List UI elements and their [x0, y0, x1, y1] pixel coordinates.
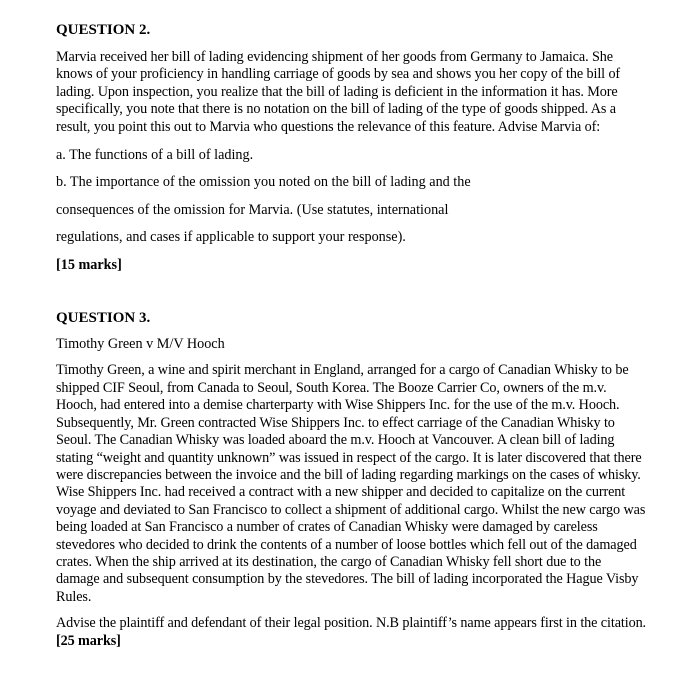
question-2-intro: Marvia received her bill of lading evidencing shipment of her goods from Germany to Jamaica. She knows of your proficiency in handling carriage of goods by sea and shows you her copy of the bill of lading. Upon inspection, you realize that the bill of lading is deficient in the information it has. More specifically, you note that there is no notation on the bill of lading of the type of goods shipped. As a result, you point this out to Marvia who questions the relevance of this feature. Advise Marvia of: [56, 49, 621, 135]
question-3-heading: QUESTION 3. [56, 310, 151, 327]
exam-page [56, 20, 646, 650]
question-3-body: Timothy Green, a wine and spirit merchant in England, arranged for a cargo of Canadian Whisky to be shipped CIF Seoul, from Canada to Seoul, South Korea. The Booze Carrier Co, owners of the m.v. Hooch, had entered into a demise charterparty with Wise Shippers Inc. for the use of the m.v. Hooch. Subsequently, Mr. Green contracted Wise Shippers Inc. to effect carriage of the Canadian Whisky to Seoul. The Canadian Whisky was loaded aboard the m.v. Hooch at Vancouver. A clean bill of lading stating “weight and quantity unknown” was issued in respect of the cargo. It is later discovered that there were discrepancies between the invoice and the bill of lading regarding markings on the cases of whisky. Wise Shippers Inc. had received a contract with a new shipper and decided to capitalize on the current voyage and deviated to San Francisco to collect a shipment of additional cargo. Whilst the new cargo was being loaded at San Francisco a number of crates of Canadian Whisky were damaged by careless stevedores who decided to drink the contents of a number of loose bottles which fell out of the damaged crates. When the ship arrived at its destination, the cargo of Canadian Whisky fell short due to the damage and subsequent consumption by the stevedores. The bill of lading incorporated the Hague Visby Rules. [56, 362, 646, 605]
question-2-heading: QUESTION 2. [56, 22, 151, 38]
question-2-item-b-line-2: consequences of the omission for Marvia. (Use statutes, international [56, 201, 449, 218]
question-2-marks: [15 marks] [56, 256, 122, 273]
question-3-advise-text: Advise the plaintiff and defendant of their legal position. N.B plaintiff’s name appears first in the citation. [56, 615, 647, 632]
question-2-item-a: a. The functions of a bill of lading. [56, 147, 254, 164]
question-2-item-b-line-1: b. The importance of the omission you noted on the bill of lading and the [56, 174, 471, 191]
question-3-advise [56, 615, 646, 650]
question-3-case-title: Timothy Green v M/V Hooch [56, 336, 225, 353]
question-2-item-b-line-3: regulations, and cases if applicable to support your response). [56, 229, 406, 246]
question-3-marks: [25 marks] [56, 632, 121, 649]
